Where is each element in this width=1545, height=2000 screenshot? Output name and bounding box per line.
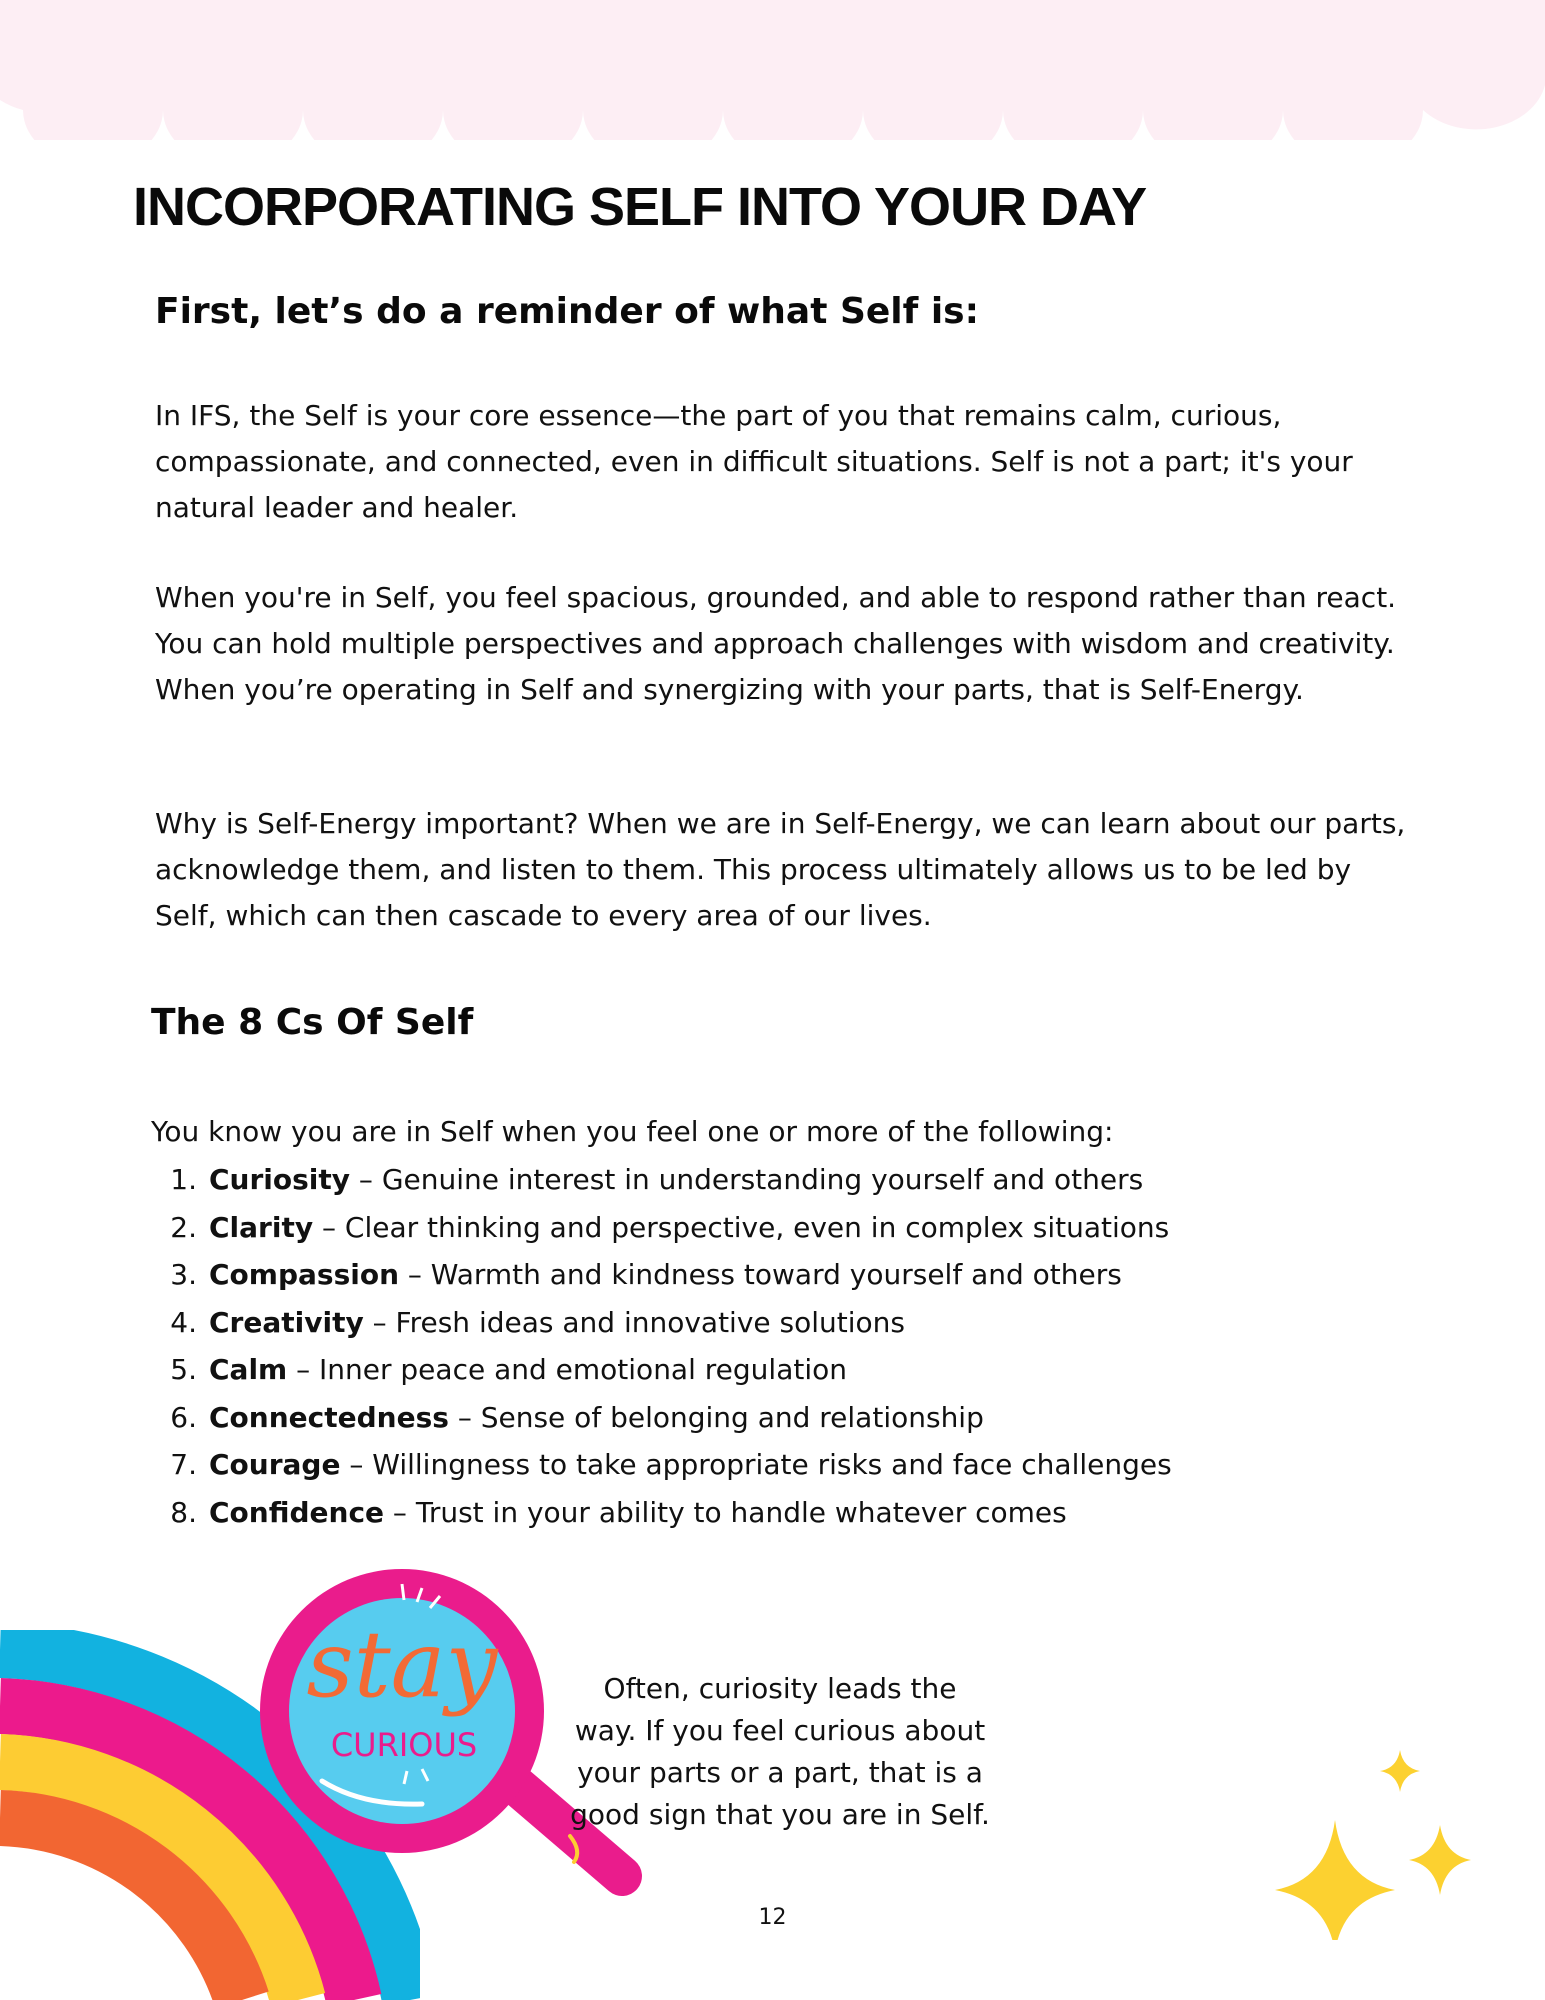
list-item: 3. Compassion – Warmth and kindness toward yourself and others <box>170 1258 1122 1291</box>
paragraph-in-self: When you're in Self, you feel spacious, grounded, and able to respond rather than react. You can hold multiple perspectives and approach challenges with wisdom and creativity. When you’re operating in Self and synergizing with your parts, that is Self-Energy. <box>155 581 1397 706</box>
paragraph-why-important: Why is Self-Energy important? When we are in Self-Energy, we can learn about our parts, acknowledge them, and listen to them. This process ultimately allows us to be led by Self, which can then cascade to every area of our lives. <box>155 807 1406 932</box>
paragraph-self-definition: In IFS, the Self is your core essence—the part of you that remains calm, curious, compassionate, and connected, even in difficult situations. Self is not a part; it's your natural leader and healer. <box>155 399 1353 524</box>
scallop-border <box>0 0 1545 140</box>
page-number: 12 <box>758 1905 787 1930</box>
list-item: 4. Creativity – Fresh ideas and innovative solutions <box>170 1305 906 1339</box>
eight-cs-list <box>151 1156 1172 1536</box>
eight-cs-heading: The 8 Cs Of Self <box>151 1002 474 1043</box>
curiosity-callout: Often, curiosity leads the way. If you feel curious about your parts or a part, that is a good sign that you are in Self. <box>570 1672 990 1831</box>
list-item: 2. Clarity – Clear thinking and perspective, even in complex situations <box>170 1210 1170 1244</box>
sticker-word-stay: stay <box>306 1611 498 1718</box>
page-title: INCORPORATING SELF INTO YOUR DAY <box>133 177 1147 237</box>
list-item: 8. Confidence – Trust in your ability to handle whatever comes <box>170 1495 1067 1529</box>
reminder-heading: First, let’s do a reminder of what Self is: <box>155 291 980 332</box>
list-intro: You know you are in Self when you feel one or more of the following: <box>151 1115 1114 1148</box>
list-item: 1. Curiosity – Genuine interest in understanding yourself and others <box>170 1163 1144 1196</box>
list-item: 5. Calm – Inner peace and emotional regulation <box>170 1353 847 1386</box>
list-item: 6. Connectedness – Sense of belonging and relationship <box>170 1400 984 1434</box>
list-item: 7. Courage – Willingness to take appropriate risks and face challenges <box>170 1448 1172 1481</box>
sticker-word-curious: CURIOUS <box>330 1726 478 1764</box>
